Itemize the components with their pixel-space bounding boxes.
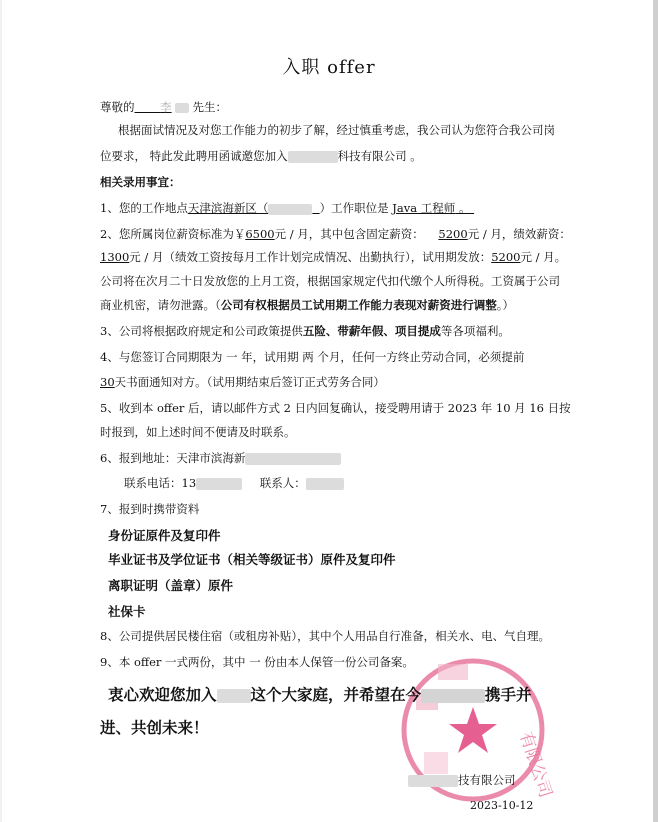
section-heading: 相关录用事宜： <box>100 175 181 189</box>
closing-line-1: 衷心欢迎您加入 这个大家庭，并希望在今 携手并 <box>108 685 532 704</box>
seal-blur-patch <box>438 664 468 680</box>
seal-star-icon <box>449 707 497 753</box>
item-4-contract-line-2: 30天书面通知对方。（试用期结束后签订正式劳务合同） <box>100 375 385 389</box>
greeting-redacted-name: 李 <box>160 100 172 114</box>
redaction-block <box>175 103 189 113</box>
redaction-block <box>217 689 251 703</box>
page-title: 入职 offer <box>282 57 376 78</box>
item-2-salary-line-3: 公司将在次月二十日发放您的上月工资，根据国家规定代扣代缴个人所得税。工资属于公司 <box>100 274 560 288</box>
redaction-block <box>421 689 485 703</box>
contact-line: 联系电话：13 联系人： <box>124 476 344 490</box>
required-doc-2: 毕业证书及学位证书（相关等级证书）原件及复印件 <box>108 552 396 567</box>
item-5-confirm-line-1: 5、收到本 offer 后，请以邮件方式 2 日内回复确认，接受聘用请于 2023 年 10 月 16 日按 <box>100 401 571 415</box>
redaction-block <box>268 204 312 215</box>
item-1-work-location: 1、您的工作地点天津滨海新区（ ）工作职位是 Java 工程师 。 <box>100 201 471 215</box>
greeting: 尊敬的 李 先生： <box>100 100 227 114</box>
item-6-address: 6、报到地址：天津市滨海新 <box>100 451 341 465</box>
intro-line-2: 位要求， 特此发此聘用函诚邀您加入 科技有限公司 。 <box>100 149 422 163</box>
item-2-salary-line-2: 1300元 / 月（绩效工资按每月工作计划完成情况、出勤执行），试用期发放：5200元 / 月。 <box>100 250 567 264</box>
required-doc-1: 身份证原件及复印件 <box>108 528 221 543</box>
closing-line-2: 进、共创未来！ <box>100 718 209 737</box>
intro-line-1: 根据面试情况及对您工作能力的初步了解，经过慎重考虑，我公司认为您符合我公司岗 <box>118 123 555 137</box>
right-scrollbar-edge[interactable] <box>653 0 658 822</box>
signature-date: 2023-10-12 <box>470 799 534 812</box>
redaction-block <box>196 478 242 490</box>
item-5-confirm-line-2: 时报到，如上述时间不便请及时联系。 <box>100 425 296 439</box>
item-2-salary-line-4: 商业机密，请勿泄露。（公司有权根据员工试用期工作能力表现对薪资进行调整。） <box>100 298 514 312</box>
item-4-contract-line-1: 4、与您签订合同期限为 一 年，试用期 两 个月，任何一方终止劳动合同，必须提前 <box>100 350 525 364</box>
item-8-housing: 8、公司提供居民楼住宿（或租房补贴），其中个人用品自行准备，相关水、电、气自理。 <box>100 629 551 643</box>
redaction-block <box>408 775 458 787</box>
seal-blur-patch <box>424 752 448 774</box>
required-doc-4: 社保卡 <box>108 604 146 619</box>
redaction-block <box>245 453 341 465</box>
company-seal <box>398 652 556 812</box>
item-9-copies: 9、本 offer 一式两份，其中 一 份由本人保管一份公司备案。 <box>100 655 414 669</box>
company-signature: 技有限公司 <box>408 773 516 787</box>
item-3-benefits: 3、公司将根据政府规定和公司政策提供五险、带薪年假、项目提成等各项福利。 <box>100 324 510 338</box>
redaction-block <box>288 151 338 163</box>
item-2-salary-line-1: 2、您所属岗位薪资标准为￥6500元 / 月，其中包含固定薪资： 5200元 / 月，绩效薪资： <box>100 227 571 241</box>
redaction-block <box>306 478 344 490</box>
required-doc-3: 离职证明（盖章）原件 <box>108 578 234 593</box>
seal-text: 有限公司 <box>515 729 556 801</box>
left-page-edge <box>0 0 2 822</box>
item-7-required-docs: 7、报到时携带资料 <box>100 502 200 516</box>
